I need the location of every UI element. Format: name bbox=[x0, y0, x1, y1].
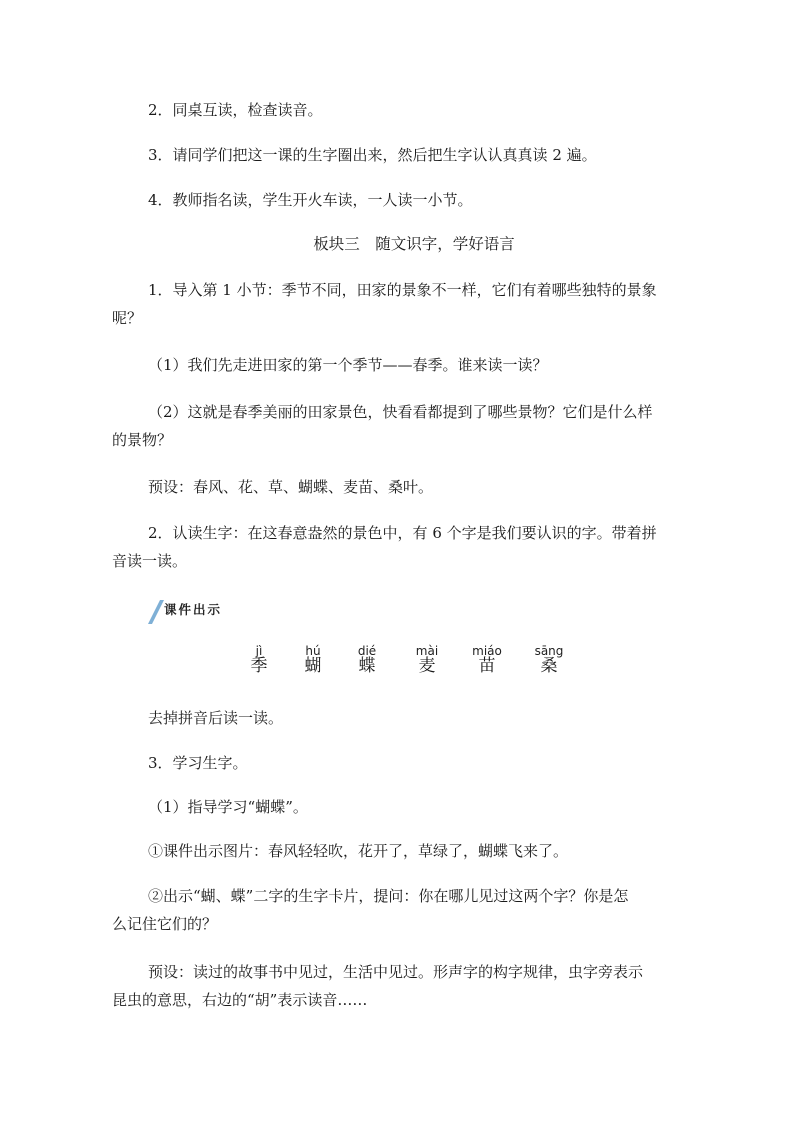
paragraph-text: 去掉拼音后读一读。 bbox=[148, 709, 284, 727]
pinyin-character bbox=[464, 644, 510, 675]
paragraph bbox=[112, 398, 680, 454]
hanzi: 蝶 bbox=[358, 656, 376, 676]
pinyin: sāng bbox=[534, 644, 564, 658]
paragraph-text: ①课件出示图片：春风轻轻吹，花开了，草绿了，蝴蝶飞来了。 bbox=[148, 842, 569, 860]
pinyin-character bbox=[526, 644, 572, 675]
paragraph-text: ②出示“蝴、蝶”二字的生字卡片，提问：你在哪儿见过这两个字？你是怎 bbox=[148, 887, 629, 905]
pinyin-character-row bbox=[236, 644, 576, 684]
paragraph-text: 3．请同学们把这一课的生字圈出来，然后把生字认认真真读 2 遍。 bbox=[148, 146, 597, 164]
hanzi: 季 bbox=[250, 656, 268, 676]
paragraph-text: 么记住它们的？ bbox=[112, 915, 218, 933]
pinyin-character bbox=[290, 644, 336, 675]
paragraph-text: 4．教师指名读，学生开火车读，一人读一小节。 bbox=[148, 191, 473, 209]
pinyin: jì bbox=[255, 644, 263, 658]
courseware-tag-label: 课件出示 bbox=[164, 602, 223, 617]
paragraph-text: 呢？ bbox=[112, 309, 143, 327]
paragraph-text: 预设：春风、花、草、蝴蝶、麦苗、桑叶。 bbox=[148, 478, 434, 496]
paragraph-text: （1）我们先走进田家的第一个季节——春季。谁来读一读？ bbox=[148, 356, 548, 374]
paragraph-text: （2）这就是春季美丽的田家景色，快看看都提到了哪些景物？它们是什么样 bbox=[148, 403, 653, 421]
hanzi: 苗 bbox=[478, 656, 496, 676]
paragraph-text: 2．同桌互读，检查读音。 bbox=[148, 101, 323, 119]
paragraph bbox=[112, 958, 680, 1014]
paragraph-text: 2．认读生字：在这春意盎然的景色中，有 6 个字是我们要认识的字。带着拼 bbox=[148, 524, 657, 542]
paragraph bbox=[148, 141, 680, 169]
paragraph bbox=[148, 749, 680, 777]
pinyin: mài bbox=[415, 644, 439, 658]
paragraph-text: 1．导入第 1 小节：季节不同，田家的景象不一样，它们有着哪些独特的景象 bbox=[148, 281, 657, 299]
paragraph-text: 3．学习生字。 bbox=[148, 754, 248, 772]
hanzi: 蝴 bbox=[304, 656, 322, 676]
paragraph bbox=[112, 882, 680, 938]
paragraph-text: 音读一读。 bbox=[112, 552, 188, 570]
hanzi: 桑 bbox=[540, 656, 558, 676]
paragraph-text: 预设：读过的故事书中见过，生活中见过。形声字的构字规律，虫字旁表示 bbox=[148, 963, 644, 981]
pinyin: hú bbox=[305, 644, 321, 658]
paragraph-text: （1）指导学习“蝴蝶”。 bbox=[148, 798, 308, 816]
paragraph bbox=[148, 704, 680, 732]
pinyin: miáo bbox=[472, 644, 502, 658]
paragraph-text: 的景物？ bbox=[112, 431, 173, 449]
paragraph bbox=[148, 186, 680, 214]
pinyin: dié bbox=[357, 644, 377, 658]
pinyin-character bbox=[344, 644, 390, 675]
paragraph bbox=[148, 473, 680, 501]
paragraph bbox=[148, 351, 680, 379]
paragraph bbox=[148, 96, 680, 124]
paragraph bbox=[112, 276, 680, 332]
paragraph bbox=[112, 519, 680, 575]
paragraph-text: 昆虫的意思，右边的“胡”表示读音…… bbox=[112, 991, 368, 1009]
paragraph bbox=[148, 793, 680, 821]
pinyin-character bbox=[404, 644, 450, 675]
pinyin-character bbox=[236, 644, 282, 675]
section-heading: 板块三 随文识字，学好语言 bbox=[313, 235, 515, 253]
paragraph bbox=[148, 837, 680, 865]
hanzi: 麦 bbox=[418, 656, 436, 676]
